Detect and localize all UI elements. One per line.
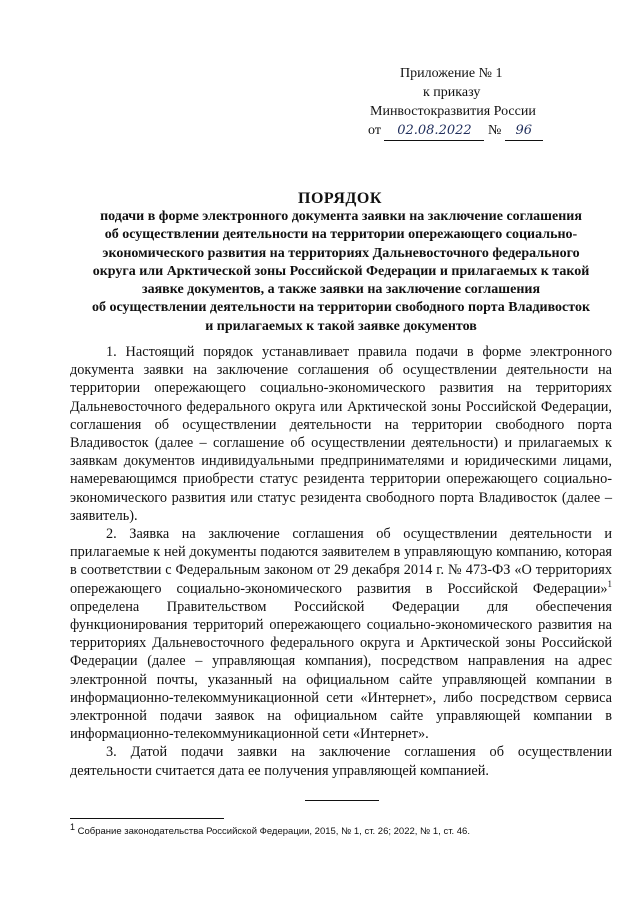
paragraph-2-part-a: 2. Заявка на заключение соглашения об осуществлении деятельности и прилагаемые к ней документы подаются заявителем в управляющую компанию, которая в соответствии с Федеральным законом от 29 декабря 2014 г. № 473-ФЗ «О территориях опережающего социально-экономического развития в Российской Федерации»: [70, 526, 612, 597]
footnote-text: Собрание законодательства Российской Федерации, 2015, № 1, ст. 26; 2022, № 1, ст. 46.: [75, 826, 470, 837]
footnote-divider: [70, 818, 224, 819]
end-separator: [305, 800, 379, 801]
order-label: к приказу: [423, 85, 481, 100]
from-label: от: [368, 123, 381, 138]
subtitle-line: заявке документов, а также заявки на заключение соглашения: [141, 282, 541, 298]
order-date-number: [368, 121, 558, 141]
document-subtitle: [60, 208, 622, 336]
document-title: ПОРЯДОК: [298, 190, 382, 207]
paragraph-1: 1. Настоящий порядок устанавливает правила подачи в форме электронного документа заявки на заключение соглашения об осуществлении деятельности на территории опережающего социально-экономического развития на территориях Дальневосточного федерального округа или Арктической зоны Российской Федерации, соглашения об осуществлении деятельности на территории свободного порта Владивосток (далее – соглашение об осуществлении деятельности) и прилагаемых к заявкам документов индивидуальными предпринимателями и юридическими лицами, намеревающимся приобрести статус резидента территории опережающего социально-экономического развития или статус резидента свободного порта Владивосток (далее – заявитель).: [70, 344, 612, 524]
subtitle-line: об осуществлении деятельности на территории свободного порта Владивосток: [91, 300, 591, 316]
subtitle-line: экономического развития на территориях Дальневосточного федерального: [102, 245, 580, 261]
subtitle-line: округа или Арктической зоны Российской Федерации и прилагаемых к такой: [92, 263, 590, 279]
subtitle-line: подачи в форме электронного документа заявки на заключение соглашения: [100, 209, 582, 224]
footnote: [70, 821, 620, 838]
footnote-mark: 1: [70, 821, 76, 832]
subtitle-line: об осуществлении деятельности на территории опережающего социально-: [104, 227, 578, 243]
subtitle-line: и прилагаемых к такой заявке документов: [205, 318, 477, 334]
appendix-label: Приложение № 1: [400, 66, 503, 81]
number-label: №: [487, 123, 502, 138]
footnote-reference: 1: [607, 578, 612, 589]
paragraph-2: [70, 525, 612, 743]
handwritten-date: 02.08.2022: [384, 121, 484, 141]
handwritten-number: 96: [505, 121, 543, 141]
ministry-name: Минвостокразвития России: [370, 104, 536, 119]
appendix-header: [368, 64, 558, 141]
paragraph-2-part-b: определена Правительством Российской Федерации для обеспечения функционирования территорий опережающего социально-экономического развития на территориях Дальневосточного федерального округа и Арктической зоны Российской Федерации (далее – управляющая компания), посредством направления на адрес электронной почты, указанный на официальном сайте управляющей компании в информационно-телекоммуникационной сети «Интернет», либо посредством сервиса электронной подачи заявок на официальном сайте управляющей компании в информационно-телекоммуникационной сети «Интернет».: [70, 598, 612, 743]
document-body: [70, 343, 612, 780]
paragraph-3: 3. Датой подачи заявки на заключение соглашения об осуществлении деятельности считается дата ее получения управляющей компанией.: [70, 744, 612, 779]
